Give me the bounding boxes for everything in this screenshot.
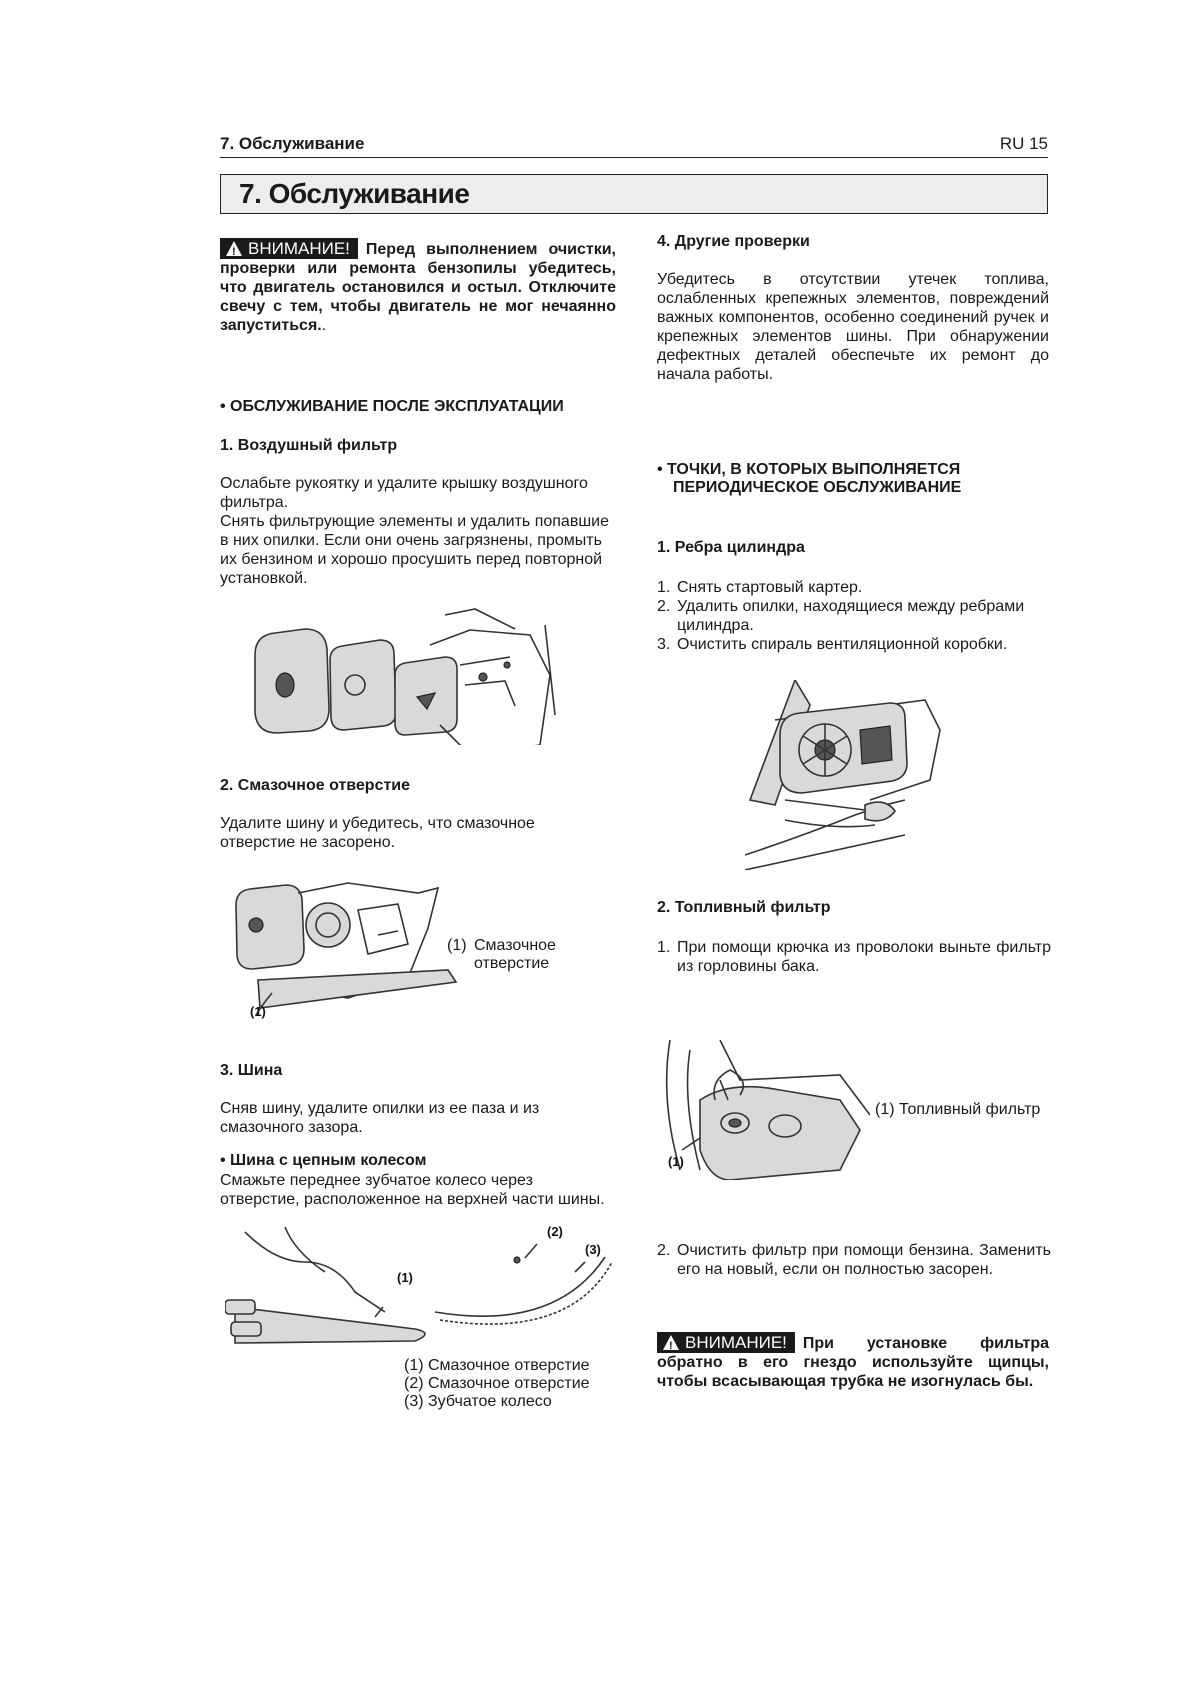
oil-hole-caption-text: Смазочное отверстие [474,937,556,972]
list-item: 2. Удалить опилки, находящиеся между ребрами цилиндра. [657,598,1025,634]
oil-hole-heading: 2. Смазочное отверстие [220,777,411,794]
bar-callout-3: (3) [585,1242,601,1257]
warning-block-left [220,238,616,335]
warning-tail: . [321,317,327,334]
air-filter-illustration [245,605,565,745]
other-checks-text: Убедитесь в отсутствии утечек топлива, ослабленных крепежных элементов, повреждений важных компонентов, особенно соединений ручек и крепежных элементов шины. При обнаружении дефектных деталей обеспечьте их ремонт до начала работы. [657,271,1049,383]
sprocket-bar-text: Смажьте переднее зубчатое колесо через отверстие, расположенное на верхней части шины. [220,1172,605,1208]
fuel-filter-heading: 2. Топливный фильтр [657,899,831,916]
fuel-filter-caption: (1) Топливный фильтр [875,1101,1041,1118]
warning-badge: !ВНИМАНИЕ! [657,1332,795,1353]
warning-badge: !ВНИМАНИЕ! [220,238,358,259]
cylinder-list [657,578,1051,654]
oil-hole-text: Удалите шину и убедитесь, что смазочное отверстие не засорено. [220,815,535,851]
fuel-filter-step-1: 1. При помощи крючка из проволоки выньте фильтр из горловины бака. [657,939,1051,975]
bar-caption-1: (1) Смазочное отверстие [404,1357,590,1374]
running-header-section: 7. Обслуживание [220,134,365,153]
warning-triangle-icon [226,241,242,256]
bar-illustration [225,1222,620,1352]
oil-hole-caption-num: (1) [447,937,467,954]
bar-text: Сняв шину, удалите опилки из ее паза и из смазочного зазора. [220,1100,540,1136]
air-filter-heading: 1. Воздушный фильтр [220,437,398,454]
bar-heading: 3. Шина [220,1062,283,1079]
cylinder-illustration [745,680,945,870]
bar-caption-3: (3) Зубчатое колесо [404,1393,552,1410]
oil-hole-illustration [228,875,458,1020]
page-number: RU 15 [999,134,1048,153]
air-filter-text: Ослабьте рукоятку и удалите крышку воздушного фильтра. Снять фильтрующие элементы и удалить попавшие в них опилки. Если они очень загрязнены, промыть их бензином и хорошо просушить перед повторной установкой. [220,475,609,587]
warning-text: При установке фильтра обратно в его гнездо используйте щипцы, чтобы всасывающая трубка не изогнулась бы. [657,1335,1049,1390]
fuel-filter-callout: (1) [668,1154,684,1169]
list-item: 1. Снять стартовый картер. [657,579,863,596]
warning-text: Перед выполнением очистки, проверки или ремонта бензопилы убедитесь, что двигатель остановился и остыл. Отключите свечу с тем, чтобы двигатель не мог нечаянно запуститься. [220,241,616,334]
bar-caption-2: (2) Смазочное отверстие [404,1375,590,1392]
fuel-filter-illustration [660,1040,870,1180]
list-item: 3. Очистить спираль вентиляционной коробки. [657,636,1008,653]
warning-triangle-icon [663,1335,679,1350]
section-title-box [220,174,1048,214]
warning-block-right [657,1332,1049,1391]
bar-callout-1: (1) [397,1270,413,1285]
cylinder-heading: 1. Ребра цилиндра [657,539,805,556]
header-rule [220,157,1048,158]
sprocket-bar-heading: • Шина с цепным колесом [220,1152,427,1169]
svg-text:(1): (1) [250,1004,266,1019]
page-title: 7. Обслуживание [239,178,470,209]
periodic-heading: • ТОЧКИ, В КОТОРЫХ ВЫПОЛНЯЕТСЯ ПЕРИОДИЧЕСКОЕ ОБСЛУЖИВАНИЕ [657,461,962,496]
bar-callout-2: (2) [547,1224,563,1239]
after-use-heading: • ОБСЛУЖИВАНИЕ ПОСЛЕ ЭКСПЛУАТАЦИИ [220,398,564,415]
fuel-filter-step-2: 2. Очистить фильтр при помощи бензина. Заменить его на новый, если он полностью засорен. [657,1242,1051,1278]
other-checks-heading: 4. Другие проверки [657,233,810,250]
